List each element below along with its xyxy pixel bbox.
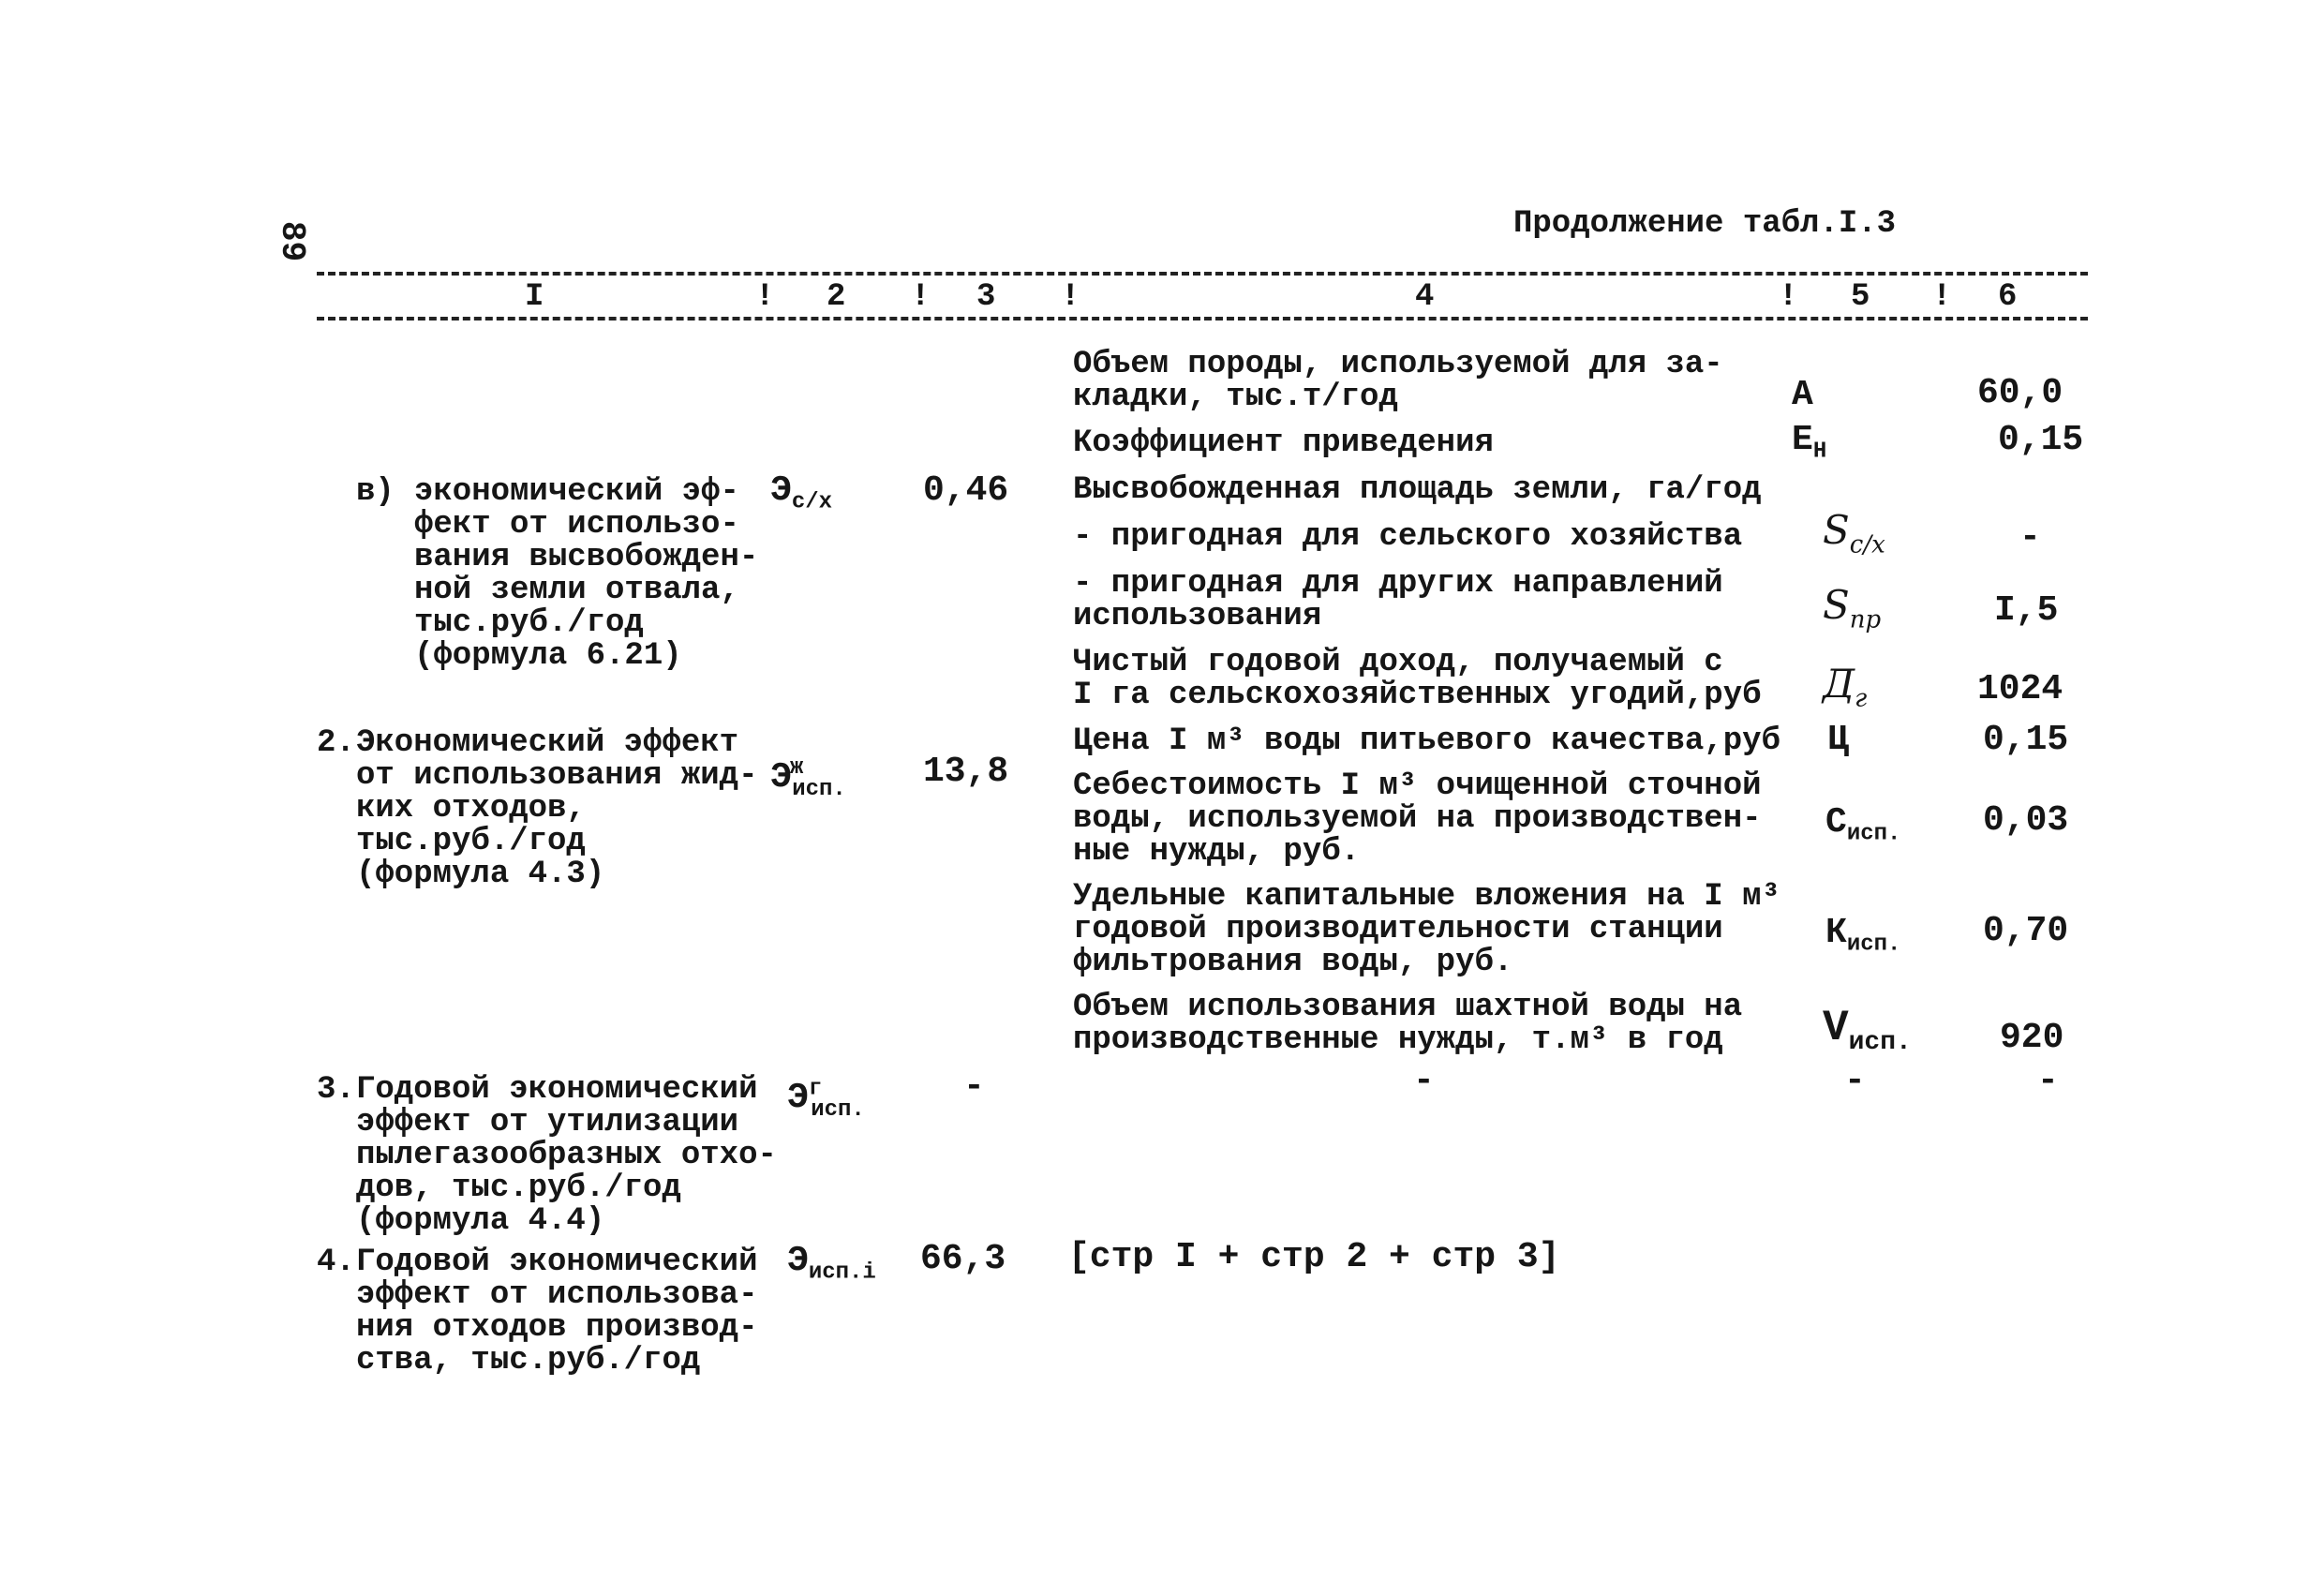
col-header-6: 6	[1998, 279, 2018, 315]
symbol-subscript: г	[1855, 684, 1868, 713]
param-text: - пригодная для других направлений использования	[1073, 566, 1723, 634]
symbol-letter: С	[1825, 802, 1847, 842]
symbol-subscript: исп.	[1846, 932, 1901, 958]
item-3-label: 3.	[317, 1072, 355, 1108]
param-value: 0,70	[1983, 911, 2069, 951]
param-value: 920	[2000, 1018, 2064, 1058]
item-2-symbol	[770, 755, 859, 802]
symbol-letter: Е	[1792, 420, 1813, 460]
item-4-label: 4.	[317, 1245, 355, 1280]
param-symbol	[1825, 802, 1901, 847]
col-sep: !	[1932, 279, 1952, 315]
symbol-letter: Э	[787, 1078, 809, 1118]
param-text: Объем использования шахтной воды на производственные нужды, т.м³ в год	[1073, 990, 1743, 1058]
param-text: Чистый годовой доход, получаемый с I га сельскохозяйственных угодий,руб	[1073, 645, 1762, 713]
symbol-subscript: исп.	[1846, 821, 1901, 847]
item-2-text: Экономический эффект от использования жид- ких отходов, тыс.руб./год (формула 4.3)	[356, 725, 758, 892]
symbol-letter: S	[1823, 582, 1850, 628]
param-value: 1024	[1977, 669, 2063, 709]
param-symbol	[1823, 1004, 1912, 1058]
item-v-value: 0,46	[923, 470, 1009, 511]
item-2-label: 2.	[317, 725, 355, 761]
col-header-4: 4	[1415, 279, 1435, 315]
symbol-subscript: с/х	[791, 489, 833, 515]
col-header-5: 5	[1851, 279, 1870, 315]
col-sep: !	[1779, 279, 1798, 315]
param-text: Себестоимость I м³ очищенной сточной воды, используемой на производствен- ные нужды, руб.	[1073, 768, 1762, 870]
symbol-letter: К	[1825, 913, 1847, 953]
col-header-3: 3	[976, 279, 996, 315]
param-value: 60,0	[1977, 373, 2063, 413]
symbol-letter: V	[1823, 1004, 1849, 1052]
item-v-text: экономический эф- фект от использо- вания высвобожден- ной земли отвала, тыс.руб./год (формула 6.21)	[414, 474, 759, 674]
item-v-label: в)	[356, 474, 395, 510]
page-number: 89	[273, 220, 312, 262]
symbol-subscript: исп.i	[808, 1260, 876, 1286]
col-header-2: 2	[827, 279, 846, 315]
symbol-subscript: исп.	[1848, 1028, 1912, 1058]
symbol-subscript: с/х	[1849, 530, 1885, 559]
symbol-letter: Д	[1823, 661, 1855, 707]
param-symbol: -	[1844, 1061, 1866, 1101]
symbol-subscript: Н	[1812, 439, 1827, 465]
param-value: -	[2019, 517, 2041, 558]
item-4-value: 66,3	[920, 1239, 1006, 1279]
item-3-symbol	[787, 1076, 876, 1123]
item-4-symbol	[787, 1241, 876, 1286]
symbol-letter: Э	[787, 1241, 809, 1281]
param-text: - пригодная для сельского хозяйства	[1073, 519, 1743, 555]
param-text: Коэффициент приведения	[1073, 425, 1494, 461]
symbol-letter: Э	[770, 757, 792, 798]
item-4-text: Годовой экономический эффект от использова- ния отходов производ- ства, тыс.руб./год	[356, 1245, 758, 1379]
symbol-subscript: пр	[1849, 605, 1882, 634]
param-value: 0,15	[1998, 420, 2084, 460]
col-sep: !	[911, 279, 931, 315]
symbol-letter: Э	[770, 470, 792, 511]
symbol-superscript: ж	[789, 755, 804, 782]
item-3-text: Годовой экономический эффект от утилизации пылегазообразных отхо- дов, тыс.руб./год (формула 4.4)	[356, 1072, 777, 1239]
param-text: Удельные капитальные вложения на I м³ годовой производительности станции фильтрования воды, руб.	[1073, 879, 1780, 980]
param-symbol: Ц	[1827, 720, 1849, 760]
param-symbol	[1823, 507, 1885, 559]
item-4-formula: [стр I + стр 2 + стр 3]	[1068, 1237, 1560, 1277]
item-2-value: 13,8	[923, 752, 1009, 792]
param-symbol	[1792, 420, 1827, 465]
symbol-subscript: исп.	[792, 776, 846, 802]
param-text: Объем породы, используемой для за- кладки, тыс.т/год	[1073, 347, 1723, 415]
param-symbol: А	[1792, 375, 1813, 415]
item-3-value: -	[963, 1066, 985, 1107]
param-symbol	[1825, 913, 1901, 958]
param-value: -	[2037, 1061, 2059, 1101]
symbol-superscript: г	[808, 1076, 823, 1102]
table-caption: Продолжение табл.I.3	[1513, 206, 1897, 242]
param-symbol	[1823, 582, 1882, 634]
col-sep: !	[1061, 279, 1080, 315]
param-text: Высвобожденная площадь земли, га/год	[1073, 472, 1762, 508]
param-symbol	[1823, 661, 1868, 713]
item-v-symbol	[770, 470, 833, 515]
param-text: -	[1413, 1061, 1435, 1101]
header-top-rule	[317, 272, 2088, 276]
param-value: 0,03	[1983, 800, 2069, 841]
col-sep: !	[755, 279, 775, 315]
param-value: I,5	[1994, 590, 2059, 631]
param-value: 0,15	[1983, 720, 2069, 760]
header-bottom-rule	[317, 317, 2088, 320]
symbol-letter: S	[1823, 507, 1850, 553]
param-text: Цена I м³ воды питьевого качества,руб	[1073, 723, 1780, 759]
symbol-subscript: исп.	[811, 1096, 865, 1123]
col-header-1: I	[525, 279, 544, 315]
